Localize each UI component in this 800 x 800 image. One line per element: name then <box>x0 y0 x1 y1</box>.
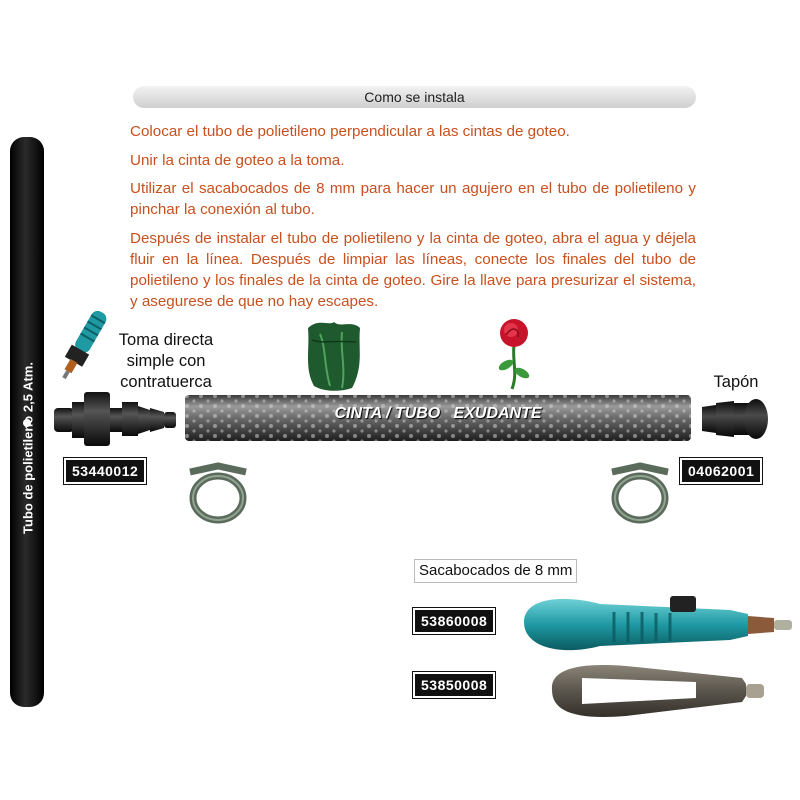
clamp-left-image <box>178 460 258 526</box>
toma-label: Toma directa simple con contratuerca <box>118 331 214 391</box>
instruction-1: Colocar el tubo de polietileno perpendicular a las cintas de goteo. <box>130 123 570 140</box>
page-title: Como se instala <box>364 89 465 105</box>
tapon-image <box>698 395 772 443</box>
header-bar <box>133 86 696 108</box>
sacabocados-code-2: 53850008 <box>413 672 495 698</box>
vertical-tube-label: Tubo de polietileno 2,5 Atm. <box>20 362 36 534</box>
sacabocados-title: Sacabocados de 8 mm <box>414 559 577 583</box>
toma-fitting-image <box>52 388 180 450</box>
tape-label: CINTA / TUBO EXUDANTE <box>334 405 542 422</box>
instruction-2: Unir la cinta de goteo a la toma. <box>130 152 345 169</box>
dripper-icon <box>52 305 112 390</box>
toma-code: 53440012 <box>64 458 146 484</box>
tapon-code: 04062001 <box>680 458 762 484</box>
tapon-label: Tapón <box>713 373 759 391</box>
punch-tool-teal-image <box>518 592 800 658</box>
instruction-4: Después de instalar el tubo de polietileno y la cinta de goteo, abra el agua y déjela fluir en la línea. Después de limpiar las líneas, conecte los finales del tubo de polietileno y los finales de la cinta de goteo. Gire la llave para presurizar el sistema, y asegurese de que no hay escapes. <box>130 230 696 310</box>
sacabocados-code-1: 53860008 <box>413 608 495 634</box>
clamp-right-image <box>600 460 680 526</box>
rose-icon <box>490 315 540 391</box>
vertical-tube-label-wrap <box>8 138 48 708</box>
lettuce-icon <box>300 318 368 393</box>
punch-tool-grey-image <box>546 660 772 720</box>
instruction-3: Utilizar el sacabocados de 8 mm para hacer un agujero en el tubo de polietileno y pinchar la conexión al tubo. <box>130 180 696 218</box>
